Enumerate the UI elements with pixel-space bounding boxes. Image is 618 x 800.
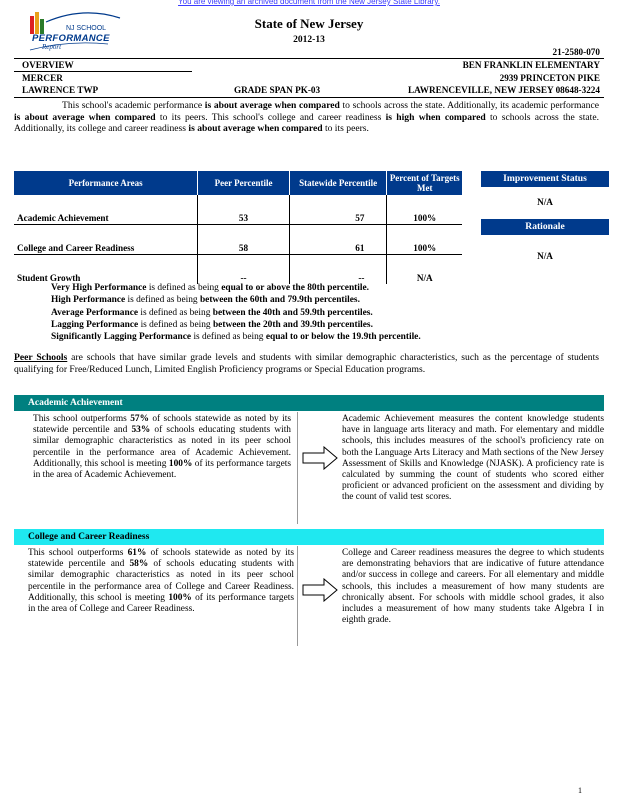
table-row xyxy=(14,195,462,224)
school-city: LAWRENCEVILLE, NEW JERSEY 08648-3224 xyxy=(408,85,600,95)
header-rule-bottom xyxy=(14,97,604,98)
row-targets: N/A xyxy=(416,273,433,283)
definition-item: High Performance is defined as being between the 60th and 79.9th percentiles. xyxy=(51,295,360,306)
col-targets-met: Percent of Targets Met xyxy=(387,171,462,195)
table-row xyxy=(14,254,462,284)
performance-table xyxy=(14,171,462,284)
row-targets: 100% xyxy=(387,224,462,254)
col-peer-percentile: Peer Percentile xyxy=(198,171,290,195)
row-state: 57 xyxy=(289,195,387,224)
page-number: 1 xyxy=(578,786,582,795)
col-performance-areas: Performance Areas xyxy=(14,171,198,195)
academic-achievement-summary: This school outperforms 57% of schools statewide as noted by its statewide percentile and 53% of schools educating students with similar demographic characteristics as noted in its peer school percentile in the performance area of Academic Achievement. Additionally, this school is meeting 100% of its performance targets in the area of Academic Achievement. xyxy=(33,414,291,481)
definition-item: Significantly Lagging Performance is defined as being equal to or below the 19.9th percentile. xyxy=(51,332,421,343)
archive-notice-link[interactable]: You are viewing an archived document from the New Jersey State Library. xyxy=(178,0,440,6)
table-row xyxy=(14,224,462,254)
col-statewide-percentile: Statewide Percentile xyxy=(289,171,387,195)
logo-line2: PERFORMANCE xyxy=(32,33,110,44)
row-peer: 53 xyxy=(198,195,290,224)
academic-achievement-header: Academic Achievement xyxy=(14,395,604,411)
academic-achievement-description: Academic Achievement measures the content knowledge students have in language arts literacy and math. For elementary and middle schools, this includes measures of the school's proficiency rate on both the Language Arts Literacy and Math sections of the New Jersey Assessment of Skills and Knowledge (NJASK). A proficiency rate is calculated by summing the count of students who scored either proficient or advanced proficient on the assessment and dividing by the count of valid test scores. xyxy=(342,414,604,503)
header-rule-top xyxy=(14,58,604,59)
rationale-value: N/A xyxy=(537,251,553,261)
college-career-readiness-description: College and Career readiness measures the degree to which students are demonstrating behaviors that are indicative of future attendance and/or success in college and careers. For all elementary and middle schools, this includes a measurement of how many students are chronically absent. For schools with middle school grades, it also includes a measurement of how many students take Algebra I in eighth grade. xyxy=(342,548,604,626)
row-area: Academic Achievement xyxy=(14,195,198,224)
district-name: LAWRENCE TWP xyxy=(22,85,99,95)
school-address: 2939 PRINCETON PIKE xyxy=(499,73,600,83)
row-targets: 100% xyxy=(387,195,462,224)
divider-line xyxy=(297,546,298,646)
improvement-status-value: N/A xyxy=(537,197,553,207)
definition-item: Lagging Performance is defined as being between the 20th and 39.9th percentiles. xyxy=(51,319,373,330)
header-rule-mid xyxy=(14,71,192,72)
arrow-right-icon xyxy=(302,578,338,602)
divider-line xyxy=(297,412,298,524)
college-career-readiness-header: College and Career Readiness xyxy=(14,529,604,545)
school-year: 2012-13 xyxy=(293,35,325,45)
logo-line3: Report xyxy=(42,43,62,51)
table-header-row xyxy=(14,171,462,195)
row-state: 61 xyxy=(289,224,387,254)
page-title: State of New Jersey xyxy=(254,16,364,31)
row-peer: -- xyxy=(198,254,290,284)
school-code: 21-2580-070 xyxy=(552,47,600,57)
definition-item: Average Performance is defined as being between the 40th and 59.9th percentiles. xyxy=(51,307,373,318)
school-name: BEN FRANKLIN ELEMENTARY xyxy=(462,60,600,70)
rationale-header: Rationale xyxy=(481,219,609,235)
improvement-status-header: Improvement Status xyxy=(481,171,609,187)
grade-span: GRADE SPAN PK-03 xyxy=(234,85,321,95)
college-career-readiness-summary: This school outperforms 61% of schools statewide as noted by its statewide percentile and 58% of schools educating students with similar demographic characteristics as noted in its peer school percentile in the performance area of College and Career Readiness. Additionally, this school is meeting 100% of its performance targets in the area of College and Career Readiness. xyxy=(28,548,294,615)
peer-schools-paragraph: Peer Schools are schools that have similar grade levels and students with similar demographic characteristics, such as the percentage of students qualifying for Free/Reduced Lunch, Limited English Proficiency programs or Special Education programs. xyxy=(14,352,599,375)
section-label: OVERVIEW xyxy=(22,60,74,70)
definition-item: Very High Performance is defined as being equal to or above the 80th percentile. xyxy=(51,283,370,293)
performance-definitions xyxy=(51,282,421,343)
row-peer: 58 xyxy=(198,224,290,254)
row-area: College and Career Readiness xyxy=(14,224,198,254)
row-area: Student Growth xyxy=(14,254,198,284)
county-name: MERCER xyxy=(22,73,63,83)
row-state: -- xyxy=(289,254,387,284)
logo-line1: NJ SCHOOL xyxy=(66,25,107,32)
summary-paragraph: This school's academic performance is about average when compared to schools across the state. Additionally, its academic performance is about average when compared to its peers. This school's college and career readiness is high when compared to schools across the state. Additionally, its college and career readiness is about average when compared to its peers. xyxy=(14,100,599,135)
arrow-right-icon xyxy=(302,446,338,470)
